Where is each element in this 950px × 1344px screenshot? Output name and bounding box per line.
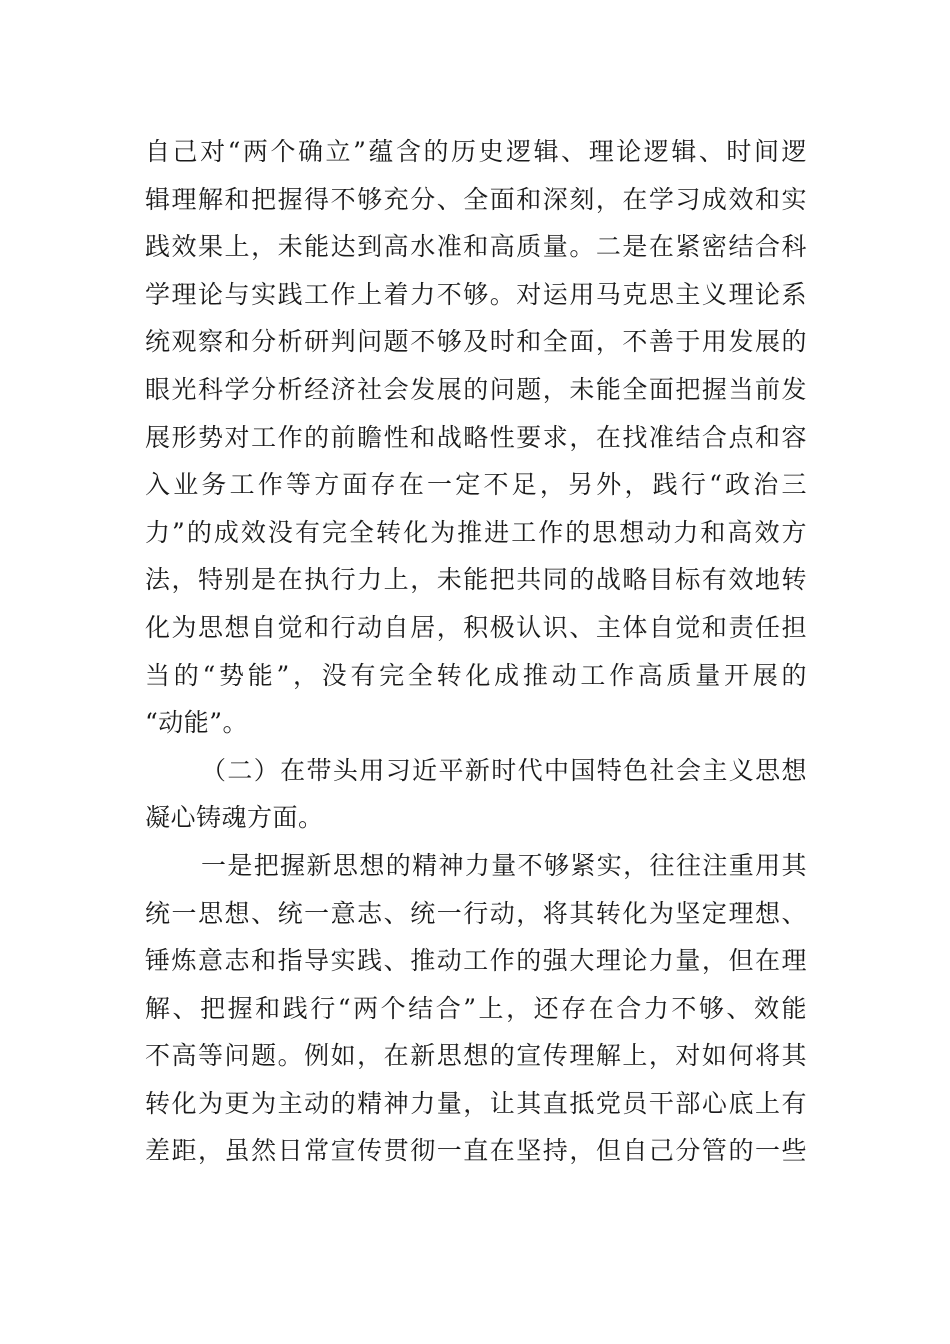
text-line: 一是把握新思想的精神力量不够紧实，往往注重用其 (201, 850, 807, 880)
text-line: 力”的成效没有完全转化为推进工作的思想动力和高效方 (145, 517, 807, 547)
text-line: 法，特别是在执行力上，未能把共同的战略目标有效地转 (145, 565, 807, 595)
text-line: 自己对“两个确立”蕴含的历史逻辑、理论逻辑、时间逻 (145, 137, 807, 166)
document-body (145, 128, 807, 1175)
text-line: 学理论与实践工作上着力不够。对运用马克思主义理论系 (145, 279, 807, 309)
text-line: 转化为更为主动的精神力量，让其直抵党员干部心底上有 (145, 1088, 807, 1118)
text-line: 统一思想、统一意志、统一行动，将其转化为坚定理想、 (145, 898, 807, 928)
text-line: 锤炼意志和指导实践、推动工作的强大理论力量，但在理 (145, 946, 807, 976)
text-line: 解、把握和践行“两个结合”上，还存在合力不够、效能 (145, 993, 807, 1023)
section-heading-line: 凝心铸魂方面。 (145, 803, 324, 833)
text-line: 差距，虽然日常宣传贯彻一直在坚持，但自己分管的一些 (145, 1136, 807, 1166)
text-line: 展形势对工作的前瞻性和战略性要求，在找准结合点和容 (145, 422, 807, 452)
section-heading-line: （二）在带头用习近平新时代中国特色社会主义思想 (201, 755, 807, 785)
text-line: 不高等问题。例如，在新思想的宣传理解上，对如何将其 (145, 1041, 807, 1071)
text-line: 当的“势能”，没有完全转化成推动工作高质量开展的 (145, 660, 807, 690)
text-line: “动能”。 (145, 708, 249, 738)
text-line: 辑理解和把握得不够充分、全面和深刻，在学习成效和实 (145, 184, 807, 214)
text-line: 践效果上，未能达到高水准和高质量。二是在紧密结合科 (145, 232, 807, 262)
text-line: 眼光科学分析经济社会发展的问题，未能全面把握当前发 (145, 374, 807, 404)
text-line: 统观察和分析研判问题不够及时和全面，不善于用发展的 (145, 327, 807, 357)
text-line: 入业务工作等方面存在一定不足，另外，践行“政治三 (145, 470, 807, 500)
text-line: 化为思想自觉和行动自居，积极认识、主体自觉和责任担 (145, 612, 807, 642)
